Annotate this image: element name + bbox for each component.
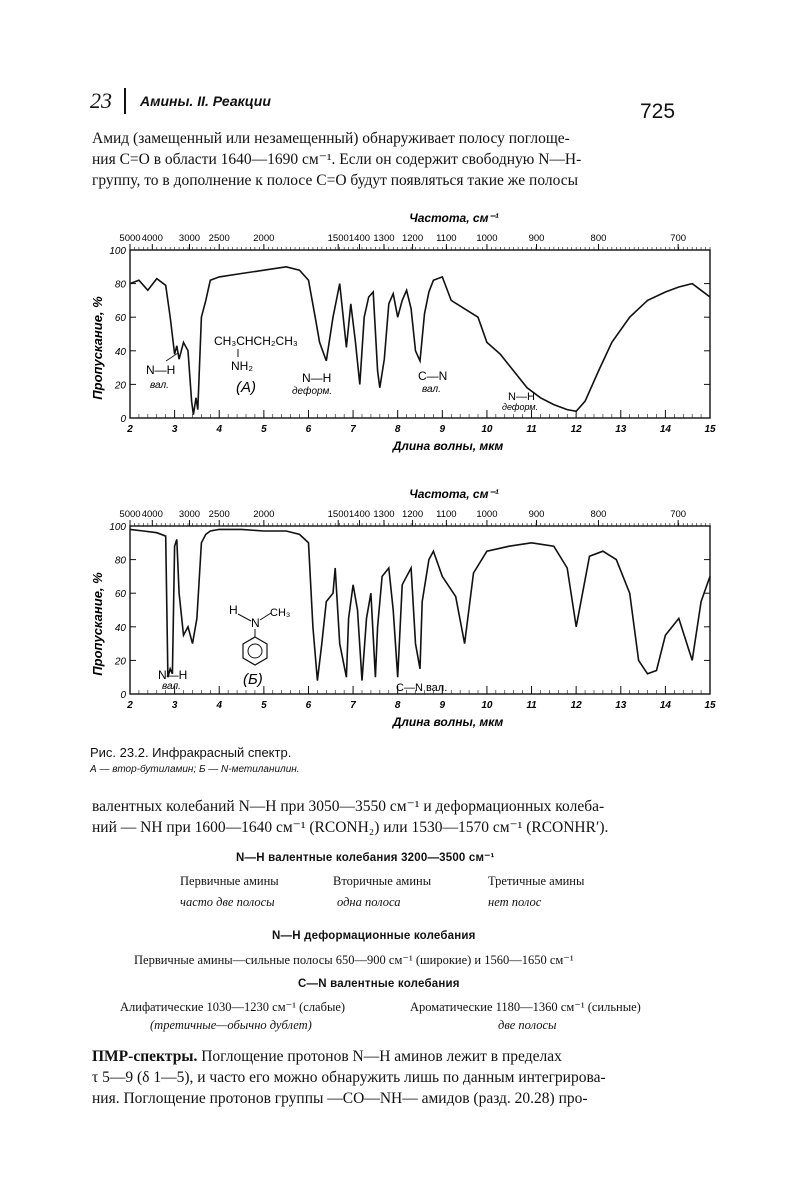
top-tick-label: 2000 [253, 509, 275, 520]
top-tick-label: 1400 [348, 233, 371, 244]
y-axis-title: Пропускание, % [90, 572, 105, 676]
top-tick-label: 800 [590, 509, 607, 520]
table-col-secondary: Вторичные амины [333, 874, 432, 888]
text-line: τ 5—9 (δ 1—5), и часто его можно обнаружить лишь по данным интегрирова- [92, 1069, 606, 1086]
table-heading-nh-stretch: N—H валентные колебания 3200—3500 см⁻¹ [236, 852, 495, 864]
x-tick-label: 3 [171, 424, 178, 435]
top-tick-label: 1000 [476, 233, 498, 244]
top-tick-label: 700 [670, 509, 687, 520]
atom-h: H [229, 603, 238, 617]
x-tick-label: 9 [439, 700, 446, 711]
bond-nh [238, 614, 251, 621]
formula-line-1: CH₃CHCH₂CH₃ [214, 334, 298, 348]
top-axis-ticks [119, 509, 710, 526]
x-tick-label: 7 [350, 700, 356, 711]
annotation-cn-sub: вал. [422, 384, 441, 395]
x-tick-label: 5 [261, 700, 267, 711]
top-tick-label: 1500 [327, 233, 349, 244]
top-tick-label: 3000 [178, 509, 201, 520]
benzene-ring [243, 637, 267, 665]
formula-line-2: NH₂ [231, 359, 253, 373]
chapter-number: 23 [90, 88, 112, 113]
x-axis-ticks [126, 410, 716, 435]
y-tick-label: 100 [109, 246, 126, 257]
top-tick-label: 4000 [141, 509, 163, 520]
nmr-lead: ПМР-спектры. [92, 1048, 198, 1065]
nmr-paragraph [92, 1046, 702, 1109]
x-tick-label: 8 [394, 700, 401, 711]
top-axis-title: Частота, см⁻¹ [409, 211, 499, 225]
annotation-nh-wag-sub: деформ. [502, 402, 539, 412]
atom-n: N [251, 616, 260, 630]
top-tick-label: 5000 [119, 509, 141, 520]
table-val-tertiary: нет полос [488, 895, 542, 909]
annotation-nh-stretch-sub: вал. [150, 380, 169, 391]
x-tick-label: 7 [350, 424, 356, 435]
annotation-nh-sub: вал. [162, 681, 181, 692]
top-tick-label: 1500 [327, 509, 349, 520]
x-tick-label: 4 [216, 700, 223, 711]
caption-legend: А — втор-бутиламин; Б — N-метиланилин. [90, 764, 300, 775]
body-paragraph [92, 796, 698, 838]
y-tick-label: 20 [114, 656, 126, 668]
table-heading-nh-bend: N—H деформационные колебания [272, 930, 476, 942]
compound-label-a: (А) [236, 379, 256, 396]
ir-spectrum-a [88, 208, 728, 468]
annotation-nh-stretch: N—H [146, 363, 176, 377]
spectrum-curve [130, 529, 710, 680]
x-tick-label: 9 [439, 424, 446, 435]
header-divider [124, 88, 126, 114]
x-tick-label: 15 [704, 700, 716, 711]
table-val-primary: часто две полосы [180, 895, 275, 909]
table-deform-line: Первичные амины—сильные полосы 650—900 см⁻¹ (широкие) и 1560—1650 см⁻¹ [134, 953, 574, 967]
top-tick-label: 3000 [178, 233, 201, 244]
annotation-nh-bend-sub: деформ. [292, 386, 333, 397]
text-line [92, 1046, 702, 1067]
top-tick-label: 700 [670, 233, 687, 244]
x-tick-label: 6 [305, 700, 312, 711]
y-axis-ticks [109, 522, 710, 701]
y-tick-label: 80 [114, 279, 126, 291]
x-axis-title: Длина волны, мкм [392, 715, 504, 729]
top-tick-label: 5000 [119, 233, 141, 244]
text-line: валентных колебаний N—H при 3050—3550 см⁻¹ и деформационных колеба- [92, 798, 605, 815]
y-tick-label: 0 [120, 690, 126, 701]
table-aromatic-note: две полосы [498, 1018, 557, 1032]
x-tick-label: 2 [127, 700, 133, 711]
top-tick-label: 1300 [373, 509, 395, 520]
y-tick-label: 60 [114, 313, 126, 325]
y-tick-label: 80 [114, 555, 126, 567]
y-axis-title: Пропускание, % [90, 296, 105, 400]
top-tick-label: 2500 [208, 233, 230, 244]
top-tick-label: 1100 [436, 509, 457, 520]
x-tick-label: 2 [127, 424, 133, 435]
top-tick-label: 1200 [401, 233, 424, 244]
text-line: ния C=O в области 1640—1690 см⁻¹. Если он содержит свободную N—H- [92, 151, 582, 168]
top-tick-label: 1300 [373, 233, 395, 244]
table-val-secondary: одна полоса [337, 895, 401, 909]
top-axis-title: Частота, см⁻¹ [409, 487, 499, 501]
y-axis-ticks [109, 246, 710, 425]
chapter-title: Амины. II. Реакции [140, 93, 271, 109]
x-axis-title: Длина волны, мкм [392, 439, 504, 453]
table-aromatic: Ароматические 1180—1360 см⁻¹ (сильные) [410, 1000, 641, 1014]
top-tick-label: 1000 [476, 509, 498, 520]
x-tick-label: 11 [526, 424, 537, 435]
top-tick-label: 2500 [208, 509, 230, 520]
caption-title: Рис. 23.2. Инфракрасный спектр. [90, 745, 292, 760]
annotation-nh-wag: N—H [508, 391, 535, 403]
text-line: ний — NH при 1600—1640 см⁻¹ (RCONH₂) или 1530—1570 см⁻¹ (RCONHR′). [92, 819, 609, 836]
x-tick-label: 14 [659, 700, 671, 711]
table-aliphatic: Алифатические 1030—1230 см⁻¹ (слабые) [120, 1000, 346, 1014]
x-tick-label: 12 [570, 700, 582, 711]
top-tick-label: 900 [528, 233, 545, 244]
x-tick-label: 5 [261, 424, 267, 435]
text-line: ния. Поглощение протонов группы —CO—NH— амидов (разд. 20.28) про- [92, 1090, 588, 1107]
annotation-cn: C—N вал. [396, 682, 448, 694]
annotation-cn: C—N [418, 369, 448, 383]
x-tick-label: 6 [305, 424, 312, 435]
top-tick-label: 800 [590, 233, 607, 244]
top-tick-label: 1200 [401, 509, 424, 520]
x-tick-label: 10 [481, 700, 493, 711]
x-tick-label: 8 [394, 424, 401, 435]
y-tick-label: 40 [114, 346, 126, 358]
table-col-primary: Первичные амины [180, 874, 279, 888]
top-tick-label: 900 [528, 509, 545, 520]
ir-spectrum-b-svg [88, 484, 728, 739]
page-number: 725 [640, 100, 676, 123]
y-tick-label: 100 [109, 522, 126, 533]
x-tick-label: 15 [704, 424, 716, 435]
ir-spectrum-b [88, 484, 728, 744]
y-tick-label: 40 [114, 622, 126, 634]
x-tick-label: 10 [481, 424, 493, 435]
running-header [90, 88, 271, 114]
figure-caption [90, 745, 300, 775]
table-heading-cn: C—N валентные колебания [298, 978, 460, 990]
table-aliphatic-note: (третичные—обычно дублет) [150, 1018, 312, 1032]
x-tick-label: 3 [171, 700, 178, 711]
nmr-line-1: Поглощение протонов N—H аминов лежит в пределах [201, 1048, 562, 1065]
intro-paragraph [92, 128, 698, 191]
y-tick-label: 0 [120, 414, 126, 425]
methyl-group: CH₃ [270, 607, 291, 619]
text-line: Амид (замещенный или незамещенный) обнаруживает полосу поглоще- [92, 130, 570, 147]
annotation-arrow [166, 353, 178, 361]
x-tick-label: 14 [659, 424, 671, 435]
x-tick-label: 13 [615, 700, 627, 711]
n-methylaniline-structure [229, 603, 290, 665]
x-tick-label: 4 [216, 424, 223, 435]
compound-label-b: (Б) [243, 671, 263, 688]
top-tick-label: 2000 [253, 233, 275, 244]
y-tick-label: 60 [114, 589, 126, 601]
x-tick-label: 11 [526, 700, 537, 711]
top-tick-label: 1400 [348, 509, 371, 520]
table-col-tertiary: Третичные амины [488, 874, 585, 888]
annotation-nh-bend: N—H [302, 371, 332, 385]
top-axis-ticks [119, 233, 710, 250]
y-tick-label: 20 [114, 380, 126, 392]
ir-spectrum-a-svg [88, 208, 728, 463]
annotation-nh: N—H [158, 668, 188, 682]
text-line: группу, то в дополнение к полосе C=O будут появляться такие же полосы [92, 172, 579, 189]
aromatic-circle [248, 644, 262, 658]
top-tick-label: 4000 [141, 233, 163, 244]
x-tick-label: 12 [570, 424, 582, 435]
x-tick-label: 13 [615, 424, 627, 435]
top-tick-label: 1100 [436, 233, 457, 244]
